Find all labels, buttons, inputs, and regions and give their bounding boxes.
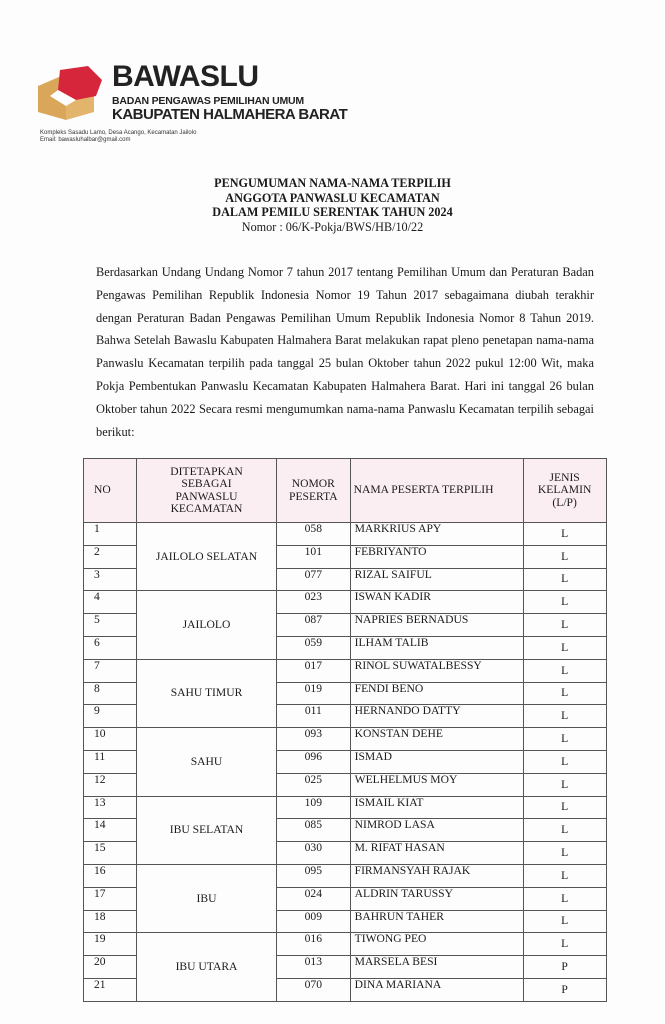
org-subtitle: BADAN PENGAWAS PEMILIHAN UMUM — [112, 95, 304, 107]
document-number: Nomor : 06/K-Pokja/BWS/HB/10/22 — [241, 219, 424, 234]
participant-number: 019 — [277, 682, 351, 705]
row-number: 4 — [84, 591, 137, 614]
gender-cell: L — [523, 933, 606, 956]
participant-number: 016 — [277, 933, 351, 956]
participant-number: 058 — [277, 523, 351, 546]
gender-cell: L — [523, 773, 606, 796]
participant-number: 109 — [277, 796, 351, 819]
participant-name: FIRMANSYAH RAJAK — [350, 864, 523, 887]
participant-number: 011 — [277, 705, 351, 728]
header-nama: NAMA PESERTA TERPILIH — [350, 459, 523, 523]
row-number: 12 — [84, 773, 137, 796]
row-number: 5 — [84, 614, 137, 637]
row-number: 15 — [84, 842, 137, 865]
header-no: NO — [84, 459, 137, 523]
participant-number: 096 — [277, 750, 351, 773]
header-jk: JENIS KELAMIN (L/P) — [523, 459, 606, 523]
row-number: 11 — [84, 750, 137, 773]
gender-cell: P — [523, 956, 606, 979]
participant-name: M. RIFAT HASAN — [350, 842, 523, 865]
participant-name: RIZAL SAIFUL — [350, 568, 523, 591]
participant-number: 030 — [277, 842, 351, 865]
table-row — [84, 728, 607, 751]
participant-number: 009 — [277, 910, 351, 933]
table-row — [84, 864, 607, 887]
row-number: 19 — [84, 933, 137, 956]
table-row — [84, 796, 607, 819]
participant-number: 025 — [277, 773, 351, 796]
table-body — [84, 523, 607, 1002]
org-address — [40, 130, 196, 144]
gender-cell: L — [523, 819, 606, 842]
announcement-title — [0, 176, 665, 234]
participant-name: ILHAM TALIB — [350, 636, 523, 659]
header-kecamatan: DITETAPKAN SEBAGAI PANWASLU KECAMATAN — [137, 459, 277, 523]
table-row — [84, 591, 607, 614]
row-number: 6 — [84, 636, 137, 659]
gender-cell: L — [523, 523, 606, 546]
gender-cell: L — [523, 545, 606, 568]
gender-cell: L — [523, 568, 606, 591]
participant-name: NIMROD LASA — [350, 819, 523, 842]
gender-cell: L — [523, 705, 606, 728]
gender-cell: L — [523, 842, 606, 865]
gender-cell: L — [523, 910, 606, 933]
participant-name: ISMAD — [350, 750, 523, 773]
row-number: 13 — [84, 796, 137, 819]
participant-name: RINOL SUWATALBESSY — [350, 659, 523, 682]
table-header-row — [84, 459, 607, 523]
participant-number: 017 — [277, 659, 351, 682]
participant-number: 059 — [277, 636, 351, 659]
row-number: 2 — [84, 545, 137, 568]
participant-name: FENDI BENO — [350, 682, 523, 705]
table-row — [84, 659, 607, 682]
kecamatan-cell: JAILOLO SELATAN — [137, 523, 277, 591]
gender-cell: L — [523, 796, 606, 819]
participant-name: ISMAIL KIAT — [350, 796, 523, 819]
elected-members-table — [83, 458, 607, 1002]
gender-cell: L — [523, 750, 606, 773]
participant-number: 077 — [277, 568, 351, 591]
kecamatan-cell: SAHU TIMUR — [137, 659, 277, 727]
row-number: 8 — [84, 682, 137, 705]
participant-number: 087 — [277, 614, 351, 637]
participant-name: KONSTAN DEHE — [350, 728, 523, 751]
participant-name: NAPRIES BERNADUS — [350, 614, 523, 637]
gender-cell: L — [523, 591, 606, 614]
participant-number: 024 — [277, 887, 351, 910]
gender-cell: P — [523, 978, 606, 1001]
title-line-1: PENGUMUMAN NAMA-NAMA TERPILIH — [214, 176, 451, 190]
org-region: KABUPATEN HALMAHERA BARAT — [112, 106, 348, 123]
kecamatan-cell: IBU — [137, 864, 277, 932]
participant-name: BAHRUN TAHER — [350, 910, 523, 933]
row-number: 17 — [84, 887, 137, 910]
participant-number: 085 — [277, 819, 351, 842]
org-name: BAWASLU — [112, 60, 259, 93]
gender-cell: L — [523, 614, 606, 637]
participant-number: 070 — [277, 978, 351, 1001]
row-number: 3 — [84, 568, 137, 591]
participant-name: FEBRIYANTO — [350, 545, 523, 568]
kecamatan-cell: SAHU — [137, 728, 277, 796]
gender-cell: L — [523, 864, 606, 887]
row-number: 1 — [84, 523, 137, 546]
participant-name: HERNANDO DATTY — [350, 705, 523, 728]
gender-cell: L — [523, 887, 606, 910]
title-line-2: ANGGOTA PANWASLU KECAMATAN — [225, 190, 440, 205]
kecamatan-cell: IBU UTARA — [137, 933, 277, 1001]
email-line: Email: bawasluhalbar@gmail.com — [40, 137, 131, 143]
row-number: 9 — [84, 705, 137, 728]
bawaslu-logo-icon — [36, 66, 106, 128]
participant-name: DINA MARIANA — [350, 978, 523, 1001]
kecamatan-cell: IBU SELATAN — [137, 796, 277, 864]
participant-name: MARKRIUS APY — [350, 523, 523, 546]
table-row — [84, 933, 607, 956]
participant-number: 101 — [277, 545, 351, 568]
participant-name: MARSELA BESI — [350, 956, 523, 979]
title-line-3: DALAM PEMILU SERENTAK TAHUN 2024 — [212, 205, 453, 219]
header-nomor: NOMOR PESERTA — [277, 459, 351, 523]
kecamatan-cell: JAILOLO — [137, 591, 277, 659]
row-number: 10 — [84, 728, 137, 751]
gender-cell: L — [523, 659, 606, 682]
participant-number: 013 — [277, 956, 351, 979]
participant-name: WELHELMUS MOY — [350, 773, 523, 796]
participant-name: TIWONG PEO — [350, 933, 523, 956]
announcement-paragraph: Berdasarkan Undang Undang Nomor 7 tahun 2017 tentang Pemilihan Umum dan Peraturan Badan Pengawas Pemilihan Republik Indonesia Nomor 19 Tahun 2017 sebagaimana diubah terakhir dengan Peraturan Badan Pengawas Pemilihan Umum Republik Indonesia Nomor 8 Tahun 2019. Bahwa Setelah Bawaslu Kabupaten Halmahera Barat melakukan rapat pleno penetapan nama-nama Panwaslu Kecamatan terpilih pada tanggal 25 bulan Oktober tahun 2022 pukul 12:00 Wit, maka Pokja Pembentukan Panwaslu Kecamatan Kabupaten Halmahera Barat. Hari ini tanggal 26 bulan Oktober tahun 2022 Secara resmi mengumumkan nama-nama Panwaslu Kecamatan terpilih sebagai berikut: — [96, 265, 594, 439]
participant-number: 095 — [277, 864, 351, 887]
row-number: 14 — [84, 819, 137, 842]
row-number: 16 — [84, 864, 137, 887]
participant-number: 093 — [277, 728, 351, 751]
gender-cell: L — [523, 728, 606, 751]
gender-cell: L — [523, 682, 606, 705]
table-row — [84, 523, 607, 546]
participant-name: ALDRIN TARUSSY — [350, 887, 523, 910]
participant-name: ISWAN KADIR — [350, 591, 523, 614]
row-number: 20 — [84, 956, 137, 979]
participant-number: 023 — [277, 591, 351, 614]
row-number: 7 — [84, 659, 137, 682]
gender-cell: L — [523, 636, 606, 659]
row-number: 18 — [84, 910, 137, 933]
row-number: 21 — [84, 978, 137, 1001]
address-line: Kompleks Sasadu Lamo, Desa Acango, Kecamatan Jailolo — [40, 130, 197, 136]
